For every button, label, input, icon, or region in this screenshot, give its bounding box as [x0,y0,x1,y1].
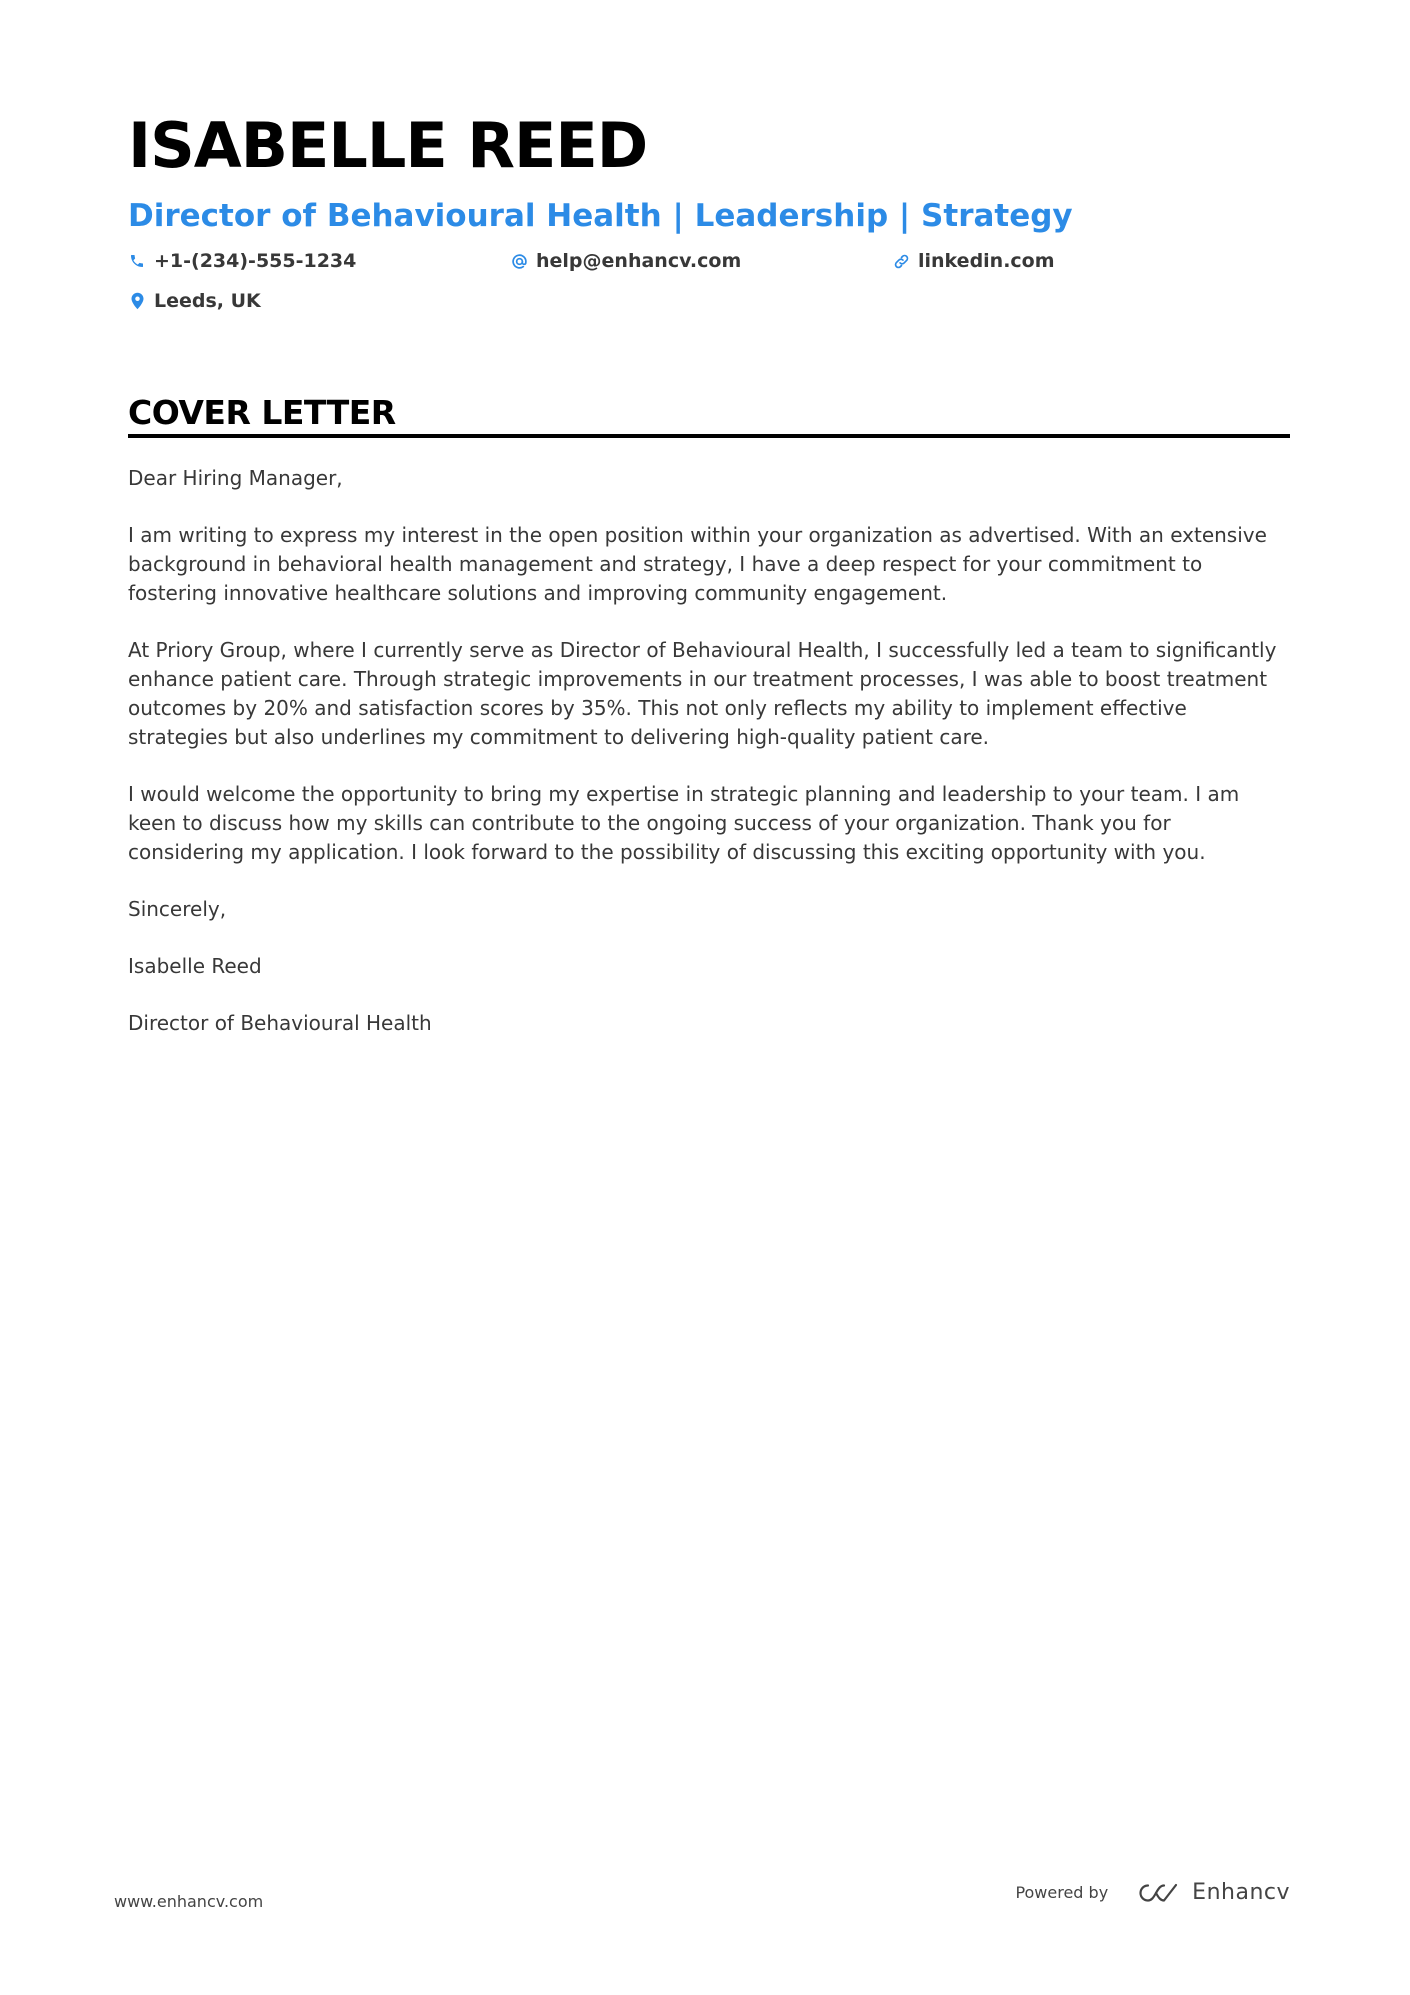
contact-email[interactable] [510,246,741,276]
letter-paragraph: At Priory Group, where I currently serve as Director of Behavioural Health, I successfully led a team to significantly enhance patient care. Through strategic improvements in our treatment processes, I was able to boost treatment outcomes by 20% and satisfaction scores by 35%. This not only reflects my ability to implement effective strategies but also underlines my commitment to delivering high-quality patient care. [128,638,1277,749]
footer-branding [1015,1880,1290,1905]
signature-title: Director of Behavioural Health [128,1011,432,1035]
letter-greeting: Dear Hiring Manager, [128,466,343,490]
section-divider [128,434,1290,438]
contact-phone[interactable] [128,246,356,276]
phone-icon [128,252,146,270]
linkedin-text: linkedin.com [918,250,1055,272]
location-text: Leeds, UK [154,290,261,312]
contact-info [128,246,1288,326]
brand[interactable] [1134,1880,1290,1905]
letter-body [128,464,1290,1038]
letter-closing: Sincerely, [128,897,227,921]
footer-website[interactable]: www.enhancv.com [114,1892,264,1911]
candidate-name: ISABELLE REED [128,109,648,182]
phone-text: +1-(234)-555-1234 [154,250,357,272]
email-text: help@enhancv.com [536,250,742,272]
at-icon [510,252,528,270]
enhancv-logo-icon [1134,1881,1180,1905]
cover-letter-section [128,392,1290,1066]
contact-linkedin[interactable] [892,246,1055,276]
location-pin-icon [128,292,146,310]
link-icon [892,252,910,270]
letter-paragraph: I would welcome the opportunity to bring my expertise in strategic planning and leadership to your team. I am keen to discuss how my skills can contribute to the ongoing success of your organization. Thank you for considering my application. I look forward to the possibility of discussing this exciting opportunity with you. [128,782,1240,864]
contact-location [128,286,261,316]
candidate-title: Director of Behavioural Health | Leadership | Strategy [128,198,1073,234]
signature-name: Isabelle Reed [128,954,262,978]
letter-paragraph: I am writing to express my interest in the open position within your organization as advertised. With an extensive background in behavioral health management and strategy, I have a deep respect for your commitment to fostering innovative healthcare solutions and improving community engagement. [128,523,1267,605]
brand-name: Enhancv [1192,1880,1290,1905]
section-title: COVER LETTER [128,393,396,432]
resume-header [128,108,1288,326]
powered-by-label: Powered by [1015,1883,1109,1902]
